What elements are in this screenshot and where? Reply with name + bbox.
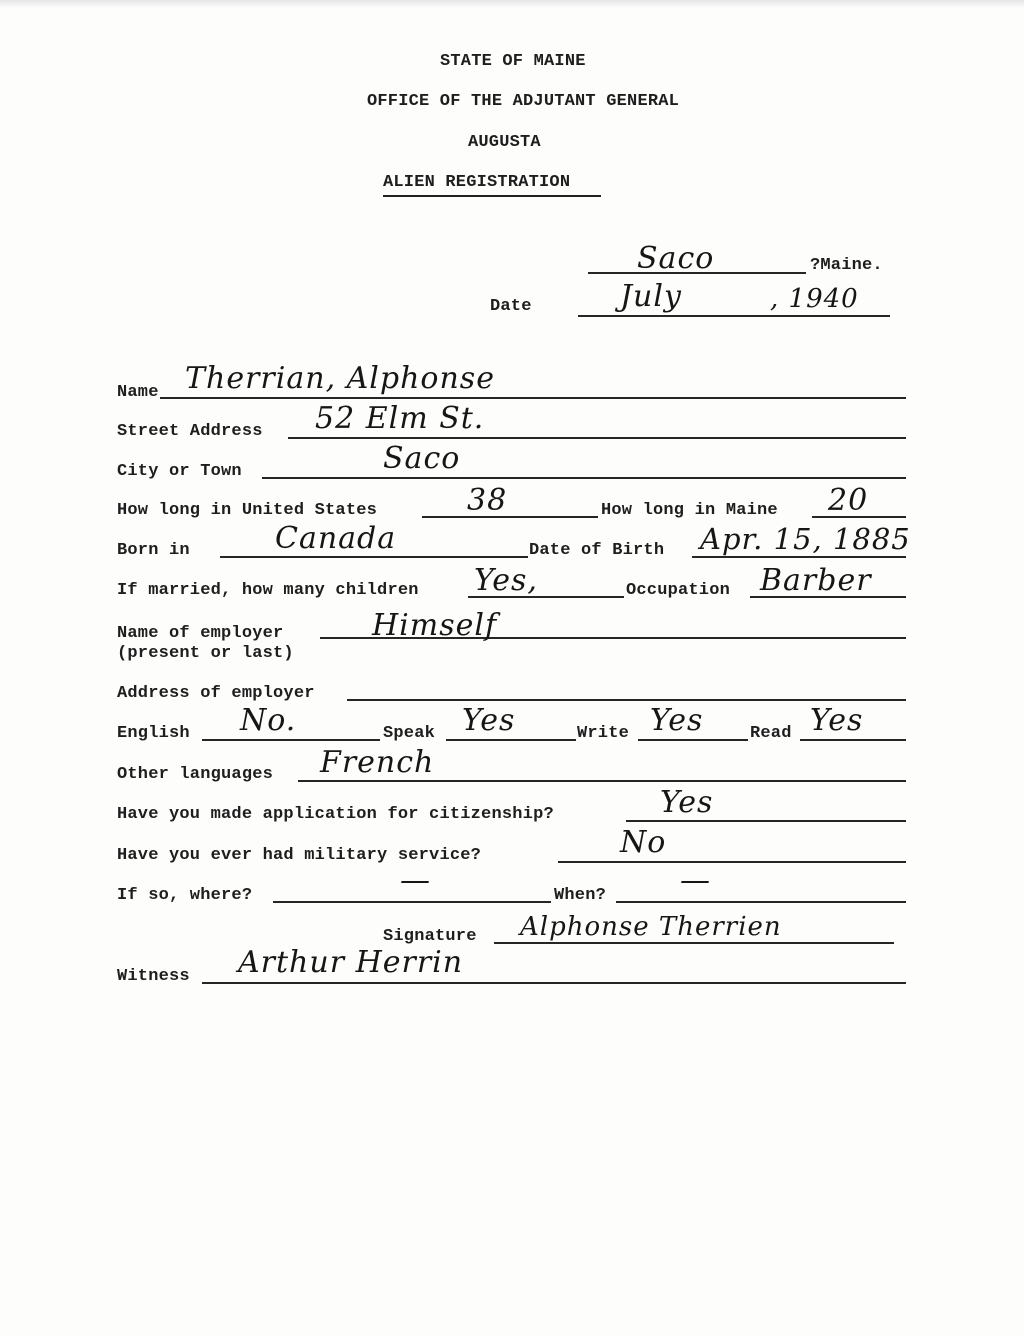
header-office: OFFICE OF THE ADJUTANT GENERAL (367, 92, 680, 111)
write-value: Yes (650, 703, 704, 738)
maine-duration-label: How long in Maine (601, 501, 778, 520)
date-line (578, 315, 890, 317)
english-label: English (117, 724, 190, 743)
witness-line (202, 982, 906, 984)
military-label: Have you ever had military service? (117, 846, 482, 865)
dob-value: Apr. 15, 1885 (700, 522, 911, 556)
citizenship-value: Yes (660, 785, 714, 820)
read-line (800, 739, 906, 741)
children-label: If married, how many children (117, 581, 419, 600)
header-city: AUGUSTA (468, 133, 541, 152)
languages-value: French (320, 745, 435, 780)
speak-value: Yes (462, 703, 516, 738)
english-line (202, 739, 380, 741)
place-suffix: ?Maine. (810, 256, 883, 275)
read-value: Yes (810, 703, 864, 738)
dob-label: Date of Birth (529, 541, 665, 560)
header-state: STATE OF MAINE (440, 52, 586, 71)
employer-label-note: (present or last) (117, 644, 294, 663)
maine-duration-value: 20 (828, 483, 869, 518)
place-value: Saco (637, 241, 715, 276)
signature-value: Alphonse Therrien (520, 912, 782, 942)
header-title: ALIEN REGISTRATION (383, 173, 571, 192)
speak-label: Speak (383, 724, 436, 743)
employer-value: Himself (372, 608, 498, 643)
when-value: — (680, 863, 711, 898)
citizenship-line (626, 820, 906, 822)
name-value: Therrian, Alphonse (185, 361, 495, 396)
witness-label: Witness (117, 967, 190, 986)
when-label: When? (554, 886, 607, 905)
signature-label: Signature (383, 927, 477, 946)
header-title-underline (383, 195, 601, 197)
speak-line (446, 739, 576, 741)
employer-label: Name of employer (117, 624, 284, 643)
born-value: Canada (275, 521, 397, 556)
dob-line (692, 556, 906, 558)
born-label: Born in (117, 541, 190, 560)
city-line (262, 477, 906, 479)
street-label: Street Address (117, 422, 263, 441)
occupation-label: Occupation (626, 581, 731, 600)
employer-address-label: Address of employer (117, 684, 315, 703)
where-value: — (400, 863, 431, 898)
born-line (220, 556, 528, 558)
write-label: Write (577, 724, 630, 743)
date-label: Date (490, 297, 532, 316)
where-line (273, 901, 551, 903)
read-label: Read (750, 724, 792, 743)
scan-edge (0, 0, 1024, 8)
us-duration-line (422, 516, 598, 518)
us-duration-label: How long in United States (117, 501, 378, 520)
where-label: If so, where? (117, 886, 253, 905)
military-value: No (620, 825, 667, 860)
write-line (638, 739, 748, 741)
signature-line (494, 942, 894, 944)
citizenship-label: Have you made application for citizenship? (117, 805, 554, 824)
street-value: 52 Elm St. (315, 401, 485, 436)
city-value: Saco (383, 441, 461, 476)
occupation-value: Barber (760, 563, 872, 598)
when-line (616, 901, 906, 903)
witness-value: Arthur Herrin (238, 945, 464, 980)
city-label: City or Town (117, 462, 242, 481)
date-month: July (620, 279, 682, 314)
us-duration-value: 38 (467, 483, 508, 518)
english-value: No. (240, 703, 297, 738)
name-line (160, 397, 906, 399)
military-line (558, 861, 906, 863)
name-label: Name (117, 383, 159, 402)
languages-line (298, 780, 906, 782)
languages-label: Other languages (117, 765, 274, 784)
children-value: Yes, (474, 563, 538, 598)
employer-address-line (347, 699, 906, 701)
street-line (288, 437, 906, 439)
date-year: , 1940 (770, 284, 859, 314)
